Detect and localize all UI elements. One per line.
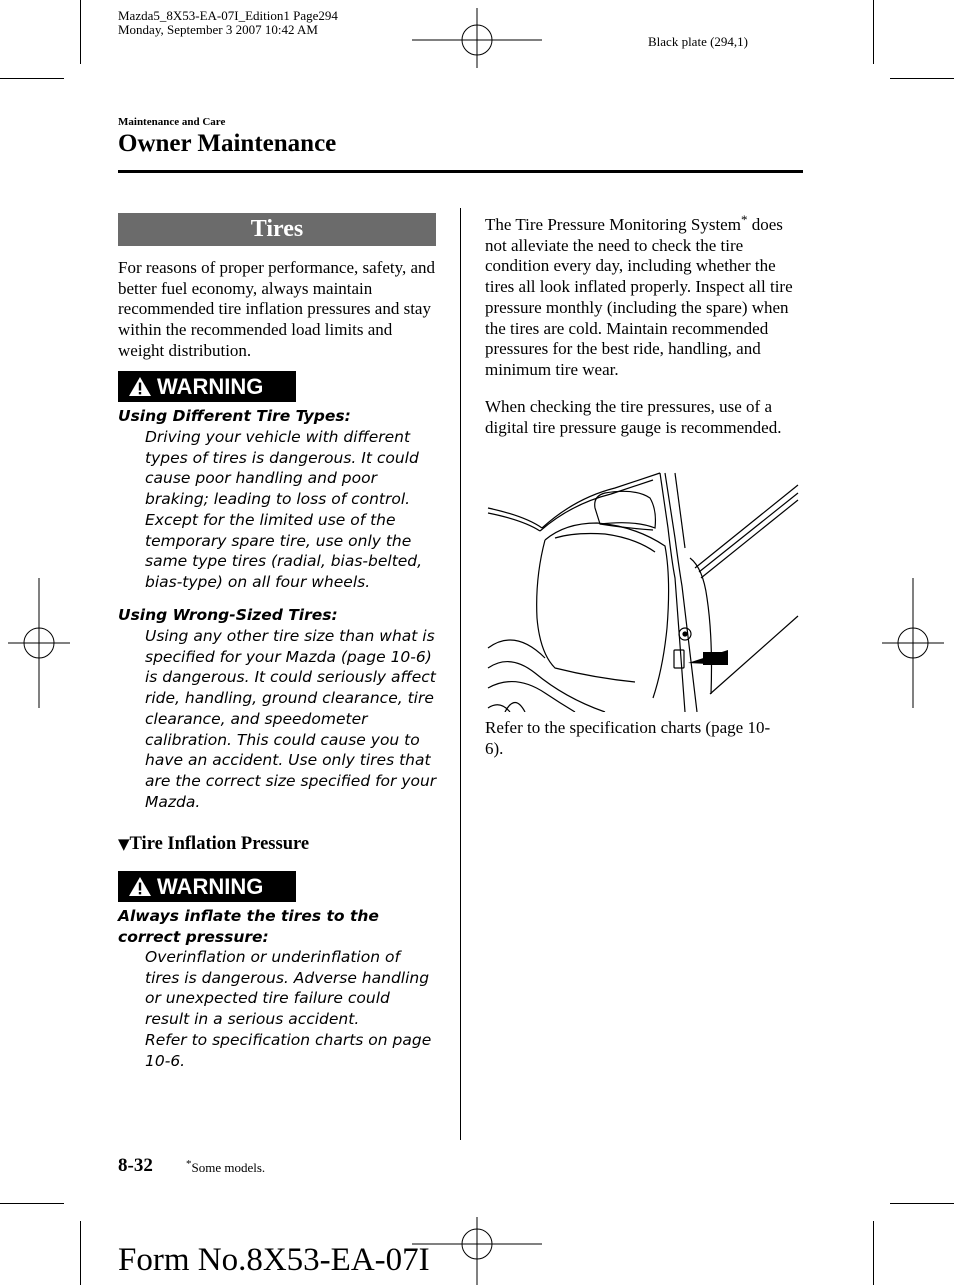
file-info-line2: Monday, September 3 2007 10:42 AM bbox=[118, 22, 318, 37]
warning-body: Using any other tire size than what is specified for your Mazda (page 10-6) is dangerous. It could seriously affect ride, handling, ground clearance, tire clearance, and speedometer calibration. This could cause you to have an accident. Use only tires that are the correct size specified for your Mazda. bbox=[145, 627, 437, 811]
crop-mark bbox=[890, 78, 954, 79]
tpms-rest: does not alleviate the need to check the tire condition every day, including whether the tires all look inflated properly. Inspect all tire pressure monthly (including the spare) when the tires are cold. Maintain recommended pressures for the best ride, handling, and minimum tire wear. bbox=[485, 215, 793, 379]
warning-heading: Always inflate the tires to the correct pressure: bbox=[118, 907, 379, 946]
footnote-marker: * bbox=[740, 212, 748, 227]
warning-heading: Using Wrong-Sized Tires: bbox=[118, 606, 338, 624]
warning-box bbox=[118, 371, 296, 402]
footnote-text: Some models. bbox=[191, 1160, 266, 1175]
column-divider bbox=[460, 208, 461, 1140]
tpms-paragraph bbox=[485, 210, 807, 381]
warning-label: WARNING bbox=[157, 874, 264, 899]
file-info-line1: Mazda5_8X53-EA-07I_Edition1 Page294 bbox=[118, 8, 338, 23]
crop-mark bbox=[80, 0, 81, 64]
form-number: Form No.8X53-EA-07I bbox=[118, 1242, 430, 1278]
file-info bbox=[118, 9, 338, 37]
page-title: Owner Maintenance bbox=[118, 130, 337, 157]
warning-heading: Using Different Tire Types: bbox=[118, 407, 351, 425]
crop-mark bbox=[873, 0, 874, 64]
door-jamb-tire-label-illustration bbox=[485, 468, 803, 712]
registration-mark-icon bbox=[412, 8, 542, 68]
warning-box bbox=[118, 871, 296, 902]
registration-mark-icon bbox=[8, 578, 70, 708]
page-number: 8-32 bbox=[118, 1155, 153, 1176]
tires-heading: Tires bbox=[118, 213, 436, 246]
footnote bbox=[186, 1158, 265, 1176]
subheading bbox=[118, 834, 309, 855]
footnote-marker: * bbox=[186, 1158, 192, 1170]
subheading-text: Tire Inflation Pressure bbox=[129, 834, 310, 854]
warning-body: Overinflation or underinflation of tires is dangerous. Adverse handling or unexpected tire failure could result in a serious accident. bbox=[145, 948, 430, 1029]
registration-mark-icon bbox=[882, 578, 944, 708]
warning-body: Driving your vehicle with different types of tires is dangerous. It could cause poor handling and poor braking; leading to loss of control. Except for the limited use of the temporary spare tire, use only the same type tires (radial, bias-belted, bias-type) on all four wheels. bbox=[145, 428, 423, 591]
warning-triangle-icon bbox=[128, 876, 152, 897]
gauge-paragraph: When checking the tire pressures, use of a digital tire pressure gauge is recommended. bbox=[485, 397, 782, 437]
plate-label: Black plate (294,1) bbox=[648, 34, 748, 49]
warning-body: Refer to specification charts on page 10-6. bbox=[145, 1031, 432, 1070]
title-rule bbox=[118, 170, 803, 173]
section-label: Maintenance and Care bbox=[118, 116, 226, 128]
registration-mark-icon bbox=[412, 1217, 542, 1285]
refer-paragraph: Refer to the specification charts (page 10-6). bbox=[485, 718, 771, 758]
intro-paragraph: For reasons of proper performance, safety, and better fuel economy, always maintain recommended tire inflation pressures and stay within the recommended load limits and weight distribution. bbox=[118, 258, 436, 360]
crop-mark bbox=[80, 1221, 81, 1285]
crop-mark bbox=[0, 78, 64, 79]
tpms-start: The Tire Pressure Monitoring System bbox=[485, 215, 741, 234]
warning-triangle-icon bbox=[128, 376, 152, 397]
triangle-down-icon: ▼ bbox=[118, 835, 130, 853]
warning-label: WARNING bbox=[157, 374, 264, 399]
crop-mark bbox=[890, 1203, 954, 1204]
crop-mark bbox=[0, 1203, 64, 1204]
crop-mark bbox=[873, 1221, 874, 1285]
